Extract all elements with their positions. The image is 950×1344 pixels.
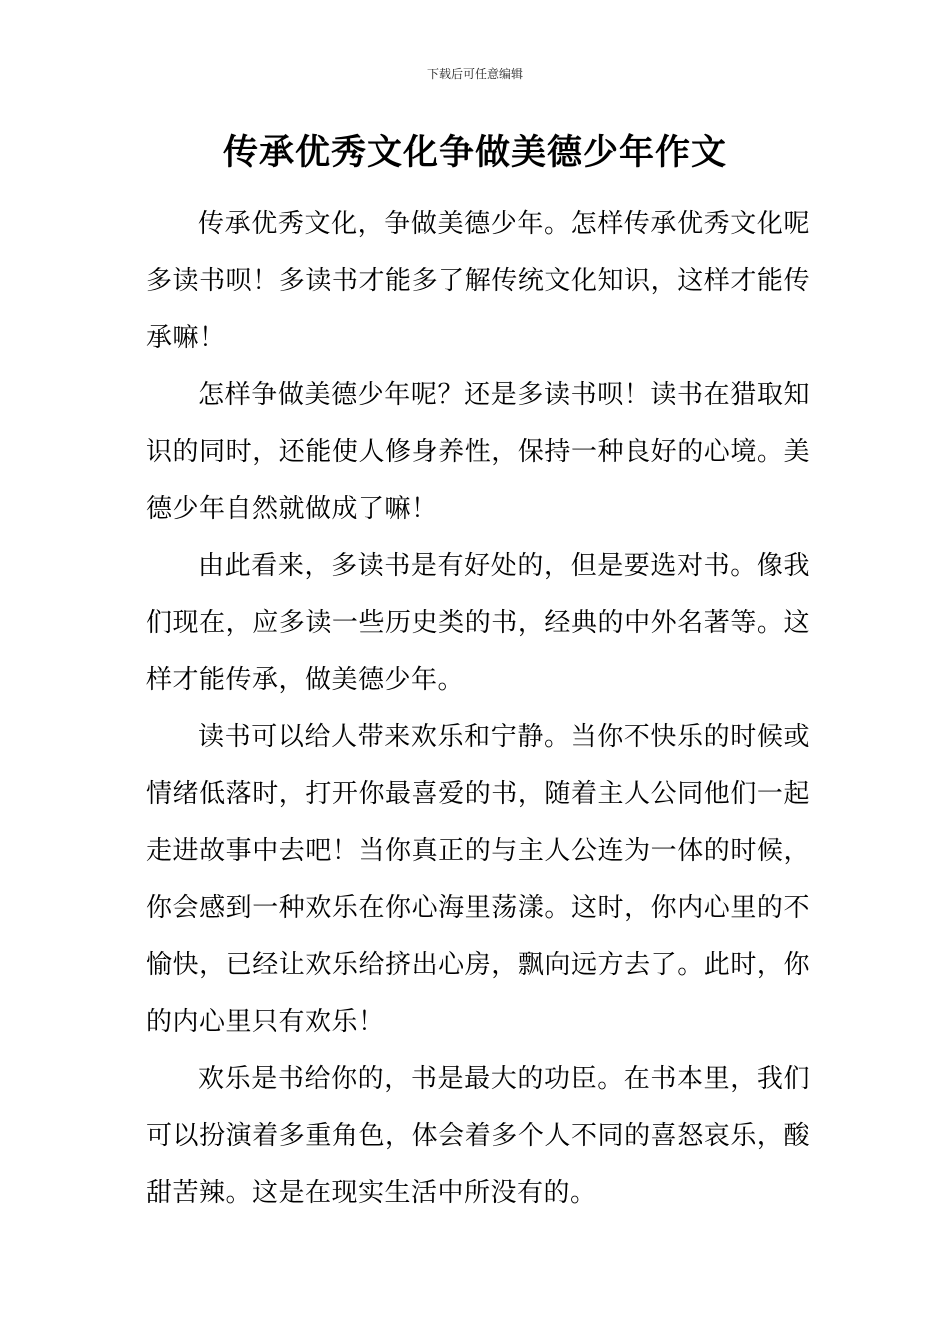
paragraph-1: 传承优秀文化，争做美德少年。怎样传承优秀文化呢多读书呗！多读书才能多了解传统文化知识，这样才能传承嘛！: [146, 209, 810, 353]
paragraph-5: 欢乐是书给你的，书是最大的功臣。在书本里，我们可以扮演着多重角色，体会着多个人不同的喜怒哀乐，酸甜苦辣。这是在现实生活中所没有的。: [146, 1064, 810, 1208]
paragraph-4: 读书可以给人带来欢乐和宁静。当你不快乐的时候或情绪低落时，打开你最喜爱的书，随着主人公同他们一起走进故事中去吧！当你真正的与主人公连为一体的时候，你会感到一种欢乐在你心海里荡漾。这时，你内心里的不愉快，已经让欢乐给挤出心房，飘向远方去了。此时，你的内心里只有欢乐！: [146, 722, 810, 1037]
document-title: 传承优秀文化争做美德少年作文: [222, 133, 727, 173]
paragraph-3: 由此看来，多读书是有好处的，但是要选对书。像我们现在，应多读一些历史类的书，经典的中外名著等。这样才能传承，做美德少年。: [146, 551, 810, 695]
header-note: 下载后可任意编辑: [426, 67, 523, 81]
document-body: [146, 196, 810, 1222]
paragraph-2: 怎样争做美德少年呢？还是多读书呗！读书在猎取知识的同时，还能使人修身养性，保持一种良好的心境。美德少年自然就做成了嘛！: [146, 380, 810, 524]
